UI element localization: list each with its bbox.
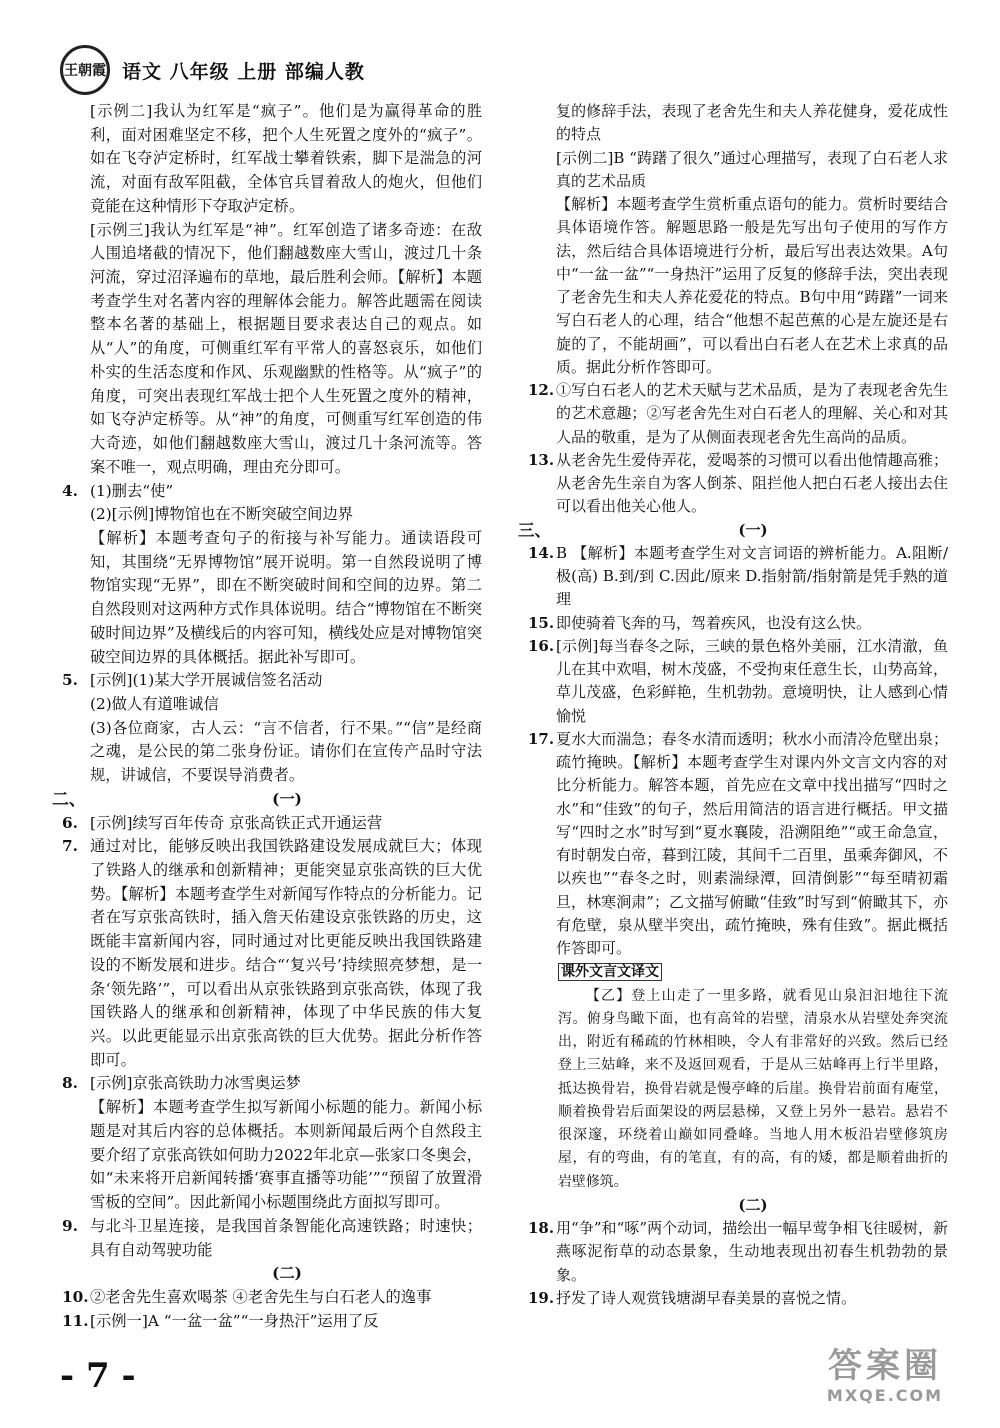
item-number: 5. xyxy=(62,671,78,690)
item-text: ②老舍先生喜欢喝茶 ④老舍先生与白石老人的逸事 xyxy=(90,1287,432,1306)
translation-label: 课外文言文译文 xyxy=(558,963,662,981)
page-title: 语文 八年级 上册 部编人教 xyxy=(122,60,365,83)
answer-item xyxy=(92,527,482,669)
item-text: (3)各位商家，古人云：“言不信者，行不果。”“信”是经商之魂，是公民的第二张身份证。请你们在宣传产品时守法规，讲诚信，不要误导消费者。 xyxy=(90,718,482,785)
section-subheading: (一) 三、 xyxy=(558,519,948,542)
watermark-title: 答案圈 xyxy=(828,1346,942,1386)
section-number: 三、 xyxy=(518,520,551,540)
item-number: 7. xyxy=(62,837,78,856)
item-number: 13. xyxy=(528,450,555,469)
item-number: 12. xyxy=(528,381,555,399)
answer-item xyxy=(62,1215,482,1262)
answer-item xyxy=(62,1310,482,1334)
item-text: [示例]每当春冬之际，三峡的景色格外美丽，江水清澈，鱼儿在其中欢唱，树木茂盛，不受拘束任意生长，山势高耸，草儿茂盛，色彩鲜艳，生机勃勃。意境明快，让人感到心情愉悦 xyxy=(556,636,948,725)
section-subheading: (一) 二、 xyxy=(92,788,482,812)
answer-item xyxy=(62,1072,482,1096)
item-number: 8. xyxy=(62,1074,78,1093)
answer-item xyxy=(528,1217,948,1287)
answer-item xyxy=(92,717,482,788)
answer-item xyxy=(558,193,948,379)
item-number: 17. xyxy=(528,729,555,748)
item-number xyxy=(528,100,556,147)
item-text: 从老舍先生爱侍弄花，爱喝茶的习惯可以看出他情趣高雅；从老舍先生亲自为客人倒茶、阻拦他人把白石老人接出去住可以看出他关心他人。 xyxy=(556,450,948,516)
answer-item xyxy=(92,219,482,480)
item-number xyxy=(62,100,90,219)
item-text: 抒发了诗人观赏钱塘湖早春美景的喜悦之情。 xyxy=(556,1288,857,1307)
item-text: 与北斗卫星连接，是我国首条智能化高速铁路；时速快；具有自动驾驶功能 xyxy=(90,1216,482,1259)
item-number: 9. xyxy=(62,1216,78,1235)
page-header xyxy=(60,40,960,100)
publisher-logo: 王朝霞 xyxy=(60,45,110,95)
item-text: 通过对比，能够反映出我国铁路建设发展成就巨大；体现了铁路人的继承和创新精神；更能突显京张高铁的巨大优势。【解析】本题考查学生对新闻写作特点的分析能力。记者在写京张高铁时，插入詹天佑建设京张铁路的历史，这既能丰富新闻内容，同时通过对比更能反映出我国铁路建设的不断发展和进步。结合“‘复兴号’持续照亮梦想，是一条‘领先路’”，可以看出从京张铁路到京张高铁，体现了我国铁路人的继承和创新精神，体现了中华民族的伟大复兴。以此更能显示出京张高铁的巨大优势。据此分析作答即可。 xyxy=(90,837,482,1069)
item-text: [示例](1)某大学开展诚信签名活动 xyxy=(90,671,323,690)
answer-item xyxy=(92,503,482,527)
answer-item xyxy=(92,100,482,219)
item-number: 6. xyxy=(62,813,78,832)
item-number: 11. xyxy=(62,1311,89,1330)
section-subheading: (二) xyxy=(272,1264,302,1283)
answer-item xyxy=(528,379,948,449)
translation-label-row xyxy=(558,960,948,984)
item-number: 10. xyxy=(62,1287,89,1306)
item-number xyxy=(62,219,90,480)
answer-item xyxy=(528,728,948,961)
item-text: ①写白石老人的艺术天赋与艺术品质，是为了表现老舍先生的艺术意趣；②写老舍先生对白石老人的理解、关心和对其人品的敬重，是为了从侧面表现老舍先生高尚的品质。 xyxy=(556,381,948,446)
item-text: 复的修辞手法，表现了老舍先生和夫人养花健身，爱花成性的特点 xyxy=(556,102,948,144)
answer-item xyxy=(62,812,482,836)
section-number: 二、 xyxy=(52,788,86,809)
item-text: 即使骑着飞奔的马，驾着疾风，也没有这么快。 xyxy=(556,613,872,632)
answer-item xyxy=(528,635,948,728)
page-number: - 7 - xyxy=(60,1356,136,1396)
item-number xyxy=(528,147,556,194)
item-number xyxy=(62,503,90,527)
answer-item xyxy=(62,480,482,504)
item-number xyxy=(528,193,556,379)
item-text: (2)做人有道唯诚信 xyxy=(90,694,219,713)
item-number xyxy=(62,693,90,717)
item-text: [示例]京张高铁助力冰雪奥运梦 xyxy=(90,1074,301,1093)
item-number xyxy=(62,717,90,788)
right-column xyxy=(518,100,948,1310)
left-column xyxy=(52,100,482,1333)
item-number: 18. xyxy=(528,1219,555,1237)
answer-item xyxy=(528,612,948,635)
answer-item xyxy=(62,835,482,1072)
item-text: B 【解析】本题考查学生对文言词语的辨析能力。A.阻断/极(高) B.到/到 C.因此/原来 D.指射箭/指射箭是凭手熟的道理 xyxy=(556,543,948,609)
item-text: [示例三]我认为红军是“神”。红军创造了诸多奇迹：在敌人围追堵截的情况下，他们翻越数座大雪山，渡过几十条河流，穿过沼泽遍布的草地，最后胜利会师。【解析】本题考查学生对名著内容的理解体会能力。解答此题需在阅读整本名著的基础上，根据题目要求表达自己的观点。如从“人”的角度，可侧重红军有平常人的喜怒哀乐，如他们朴实的生活态度和作风、乐观幽默的性格等。从“疯子”的角度，可突出表现红军战士把个人生死置之度外的精神，如飞夺泸定桥等。从“神”的角度，可侧重写红军创造的伟大奇迹，如他们翻越数座大雪山，渡过几十条河流等。答案不唯一，观点明确，理由充分即可。 xyxy=(90,220,482,476)
section-subheading: (二) xyxy=(738,1195,768,1214)
answer-item xyxy=(62,669,482,693)
item-text: (1)删去“使” xyxy=(90,481,174,500)
item-number: 19. xyxy=(528,1288,555,1307)
answer-item xyxy=(558,147,948,194)
watermark xyxy=(800,1346,970,1416)
answer-item xyxy=(92,693,482,717)
item-number: 14. xyxy=(528,543,555,562)
watermark-url: MXQE.COM xyxy=(826,1386,944,1405)
item-number: 15. xyxy=(528,613,555,632)
item-number: 4. xyxy=(62,481,78,500)
item-text: 【解析】本题考查学生拟写新闻小标题的能力。新闻小标题是对其后内容的总体概括。本则新闻最后两个自然段主要介绍了京张高铁如何助力2022年北京—张家口冬奥会，如“未来将开启新闻转播‘赛事直播等功能’”“预留了放置滑雪板的空间”。因此新闻小标题围绕此方面拟写即可。 xyxy=(90,1098,482,1212)
item-text: (2)[示例]博物馆也在不断突破空间边界 xyxy=(90,505,354,524)
answer-item xyxy=(62,1286,482,1310)
item-text: 夏水大而湍急；春冬水清而透明；秋水小而清冷危壁出泉；疏竹掩映。【解析】本题考查学生对课内外文言文内容的对比分析能力。解答本题，首先应在文章中找出描写“四时之水”和“佳致”的句子，然后用简洁的语言进行概括。甲文描写“四时之水”时写到“夏水襄陵，沿溯阻绝”“或王命急宣，有时朝发白帝，暮到江陵，其间千二百里，虽乘奔御风，不以疾也”“春冬之时，则素湍绿潭，回清倒影”“每至晴初霜旦，林寒涧肃”；乙文描写俯瞰“佳致”时写到“俯瞰其下，亦有危壁，泉从壁半突出，疏竹掩映，殊有佳致”。据此概括作答即可。 xyxy=(556,729,948,957)
item-text: 用“争”和“啄”两个动词，描绘出一幅早莺争相飞往暖树，新燕啄泥衔草的动态景象，生动地表现出初春生机勃勃的景象。 xyxy=(556,1219,948,1284)
answer-item xyxy=(92,1096,482,1215)
translation-text: 【乙】登上山走了一里多路，就看见山泉汩汩地往下流泻。俯身鸟瞰下面，也有高耸的岩壁，清泉水从岩壁处奔突流出，附近有稀疏的竹林相映，令人有非常好的兴致。然后已经登上三姑峰，来不及返回观看，于是从三姑峰再上行半里路，抵达换骨岩，换骨岩就是慢亭峰的后崖。换骨岩前面有庵堂，顺着换骨岩后面架设的两层悬梯，又登上另外一悬岩。悬岩不很深邃，环绕着山巅如同叠峰。当地人用木板沿岩壁修筑房屋，有的弯曲，有的笔直，有的高，有的矮，都是顺着曲折的岩壁修筑。 xyxy=(558,987,948,1190)
answer-item xyxy=(558,100,948,147)
item-number xyxy=(62,1096,90,1215)
item-number: 16. xyxy=(528,636,555,655)
answer-item xyxy=(528,449,948,519)
item-number xyxy=(62,527,90,669)
item-text: 【解析】本题考查学生赏析重点语句的能力。赏析时要结合具体语境作答。解题思路一般是先写出句子使用的写作方法，然后结合具体语境进行分析，最后写出表达效果。A句中“一盆一盆”“一身热汗”运用了反复的修辞手法，突出表现了老舍先生和夫人养花爱花的特点。B句中用“踌躇”一词来写白石老人的心理，结合“他想不起芭蕉的心是左旋还是右旋的了，不能胡画”，可以看出白石老人在艺术上求真的品质。据此分析作答即可。 xyxy=(556,195,948,376)
item-text: [示例一]A “一盆一盆”“一身热汗”运用了反 xyxy=(90,1311,379,1330)
item-text: [示例]续写百年传奇 京张高铁正式开通运营 xyxy=(90,813,383,832)
item-text: [示例二]我认为红军是“疯子”。他们是为赢得革命的胜利，面对困难坚定不移，把个人生死置之度外的“疯子”。如在飞夺泸定桥时，红军战士攀着铁索，脚下是湍急的河流，对面有敌军阻截，全体官兵冒着敌人的炮火，但他们竟能在这种情形下夺取泸定桥。 xyxy=(90,102,482,215)
item-text: 【解析】本题考查句子的衔接与补写能力。通读语段可知，其围绕“无界博物馆”展开说明。第一自然段说明了博物馆实现“无界”，即在不断突破时间和空间的边界。第二自然段则对这两种方式作具体说明。结合“博物馆在不断突破时间边界”及横线后的内容可知，横线处应是对博物馆突破空间边界的具体概括。据此补写即可。 xyxy=(90,528,482,666)
answer-item xyxy=(528,1287,948,1310)
item-text: [示例二]B “踌躇了很久”通过心理描写，表现了白石老人求真的艺术品质 xyxy=(556,148,948,190)
answer-item xyxy=(528,542,948,612)
